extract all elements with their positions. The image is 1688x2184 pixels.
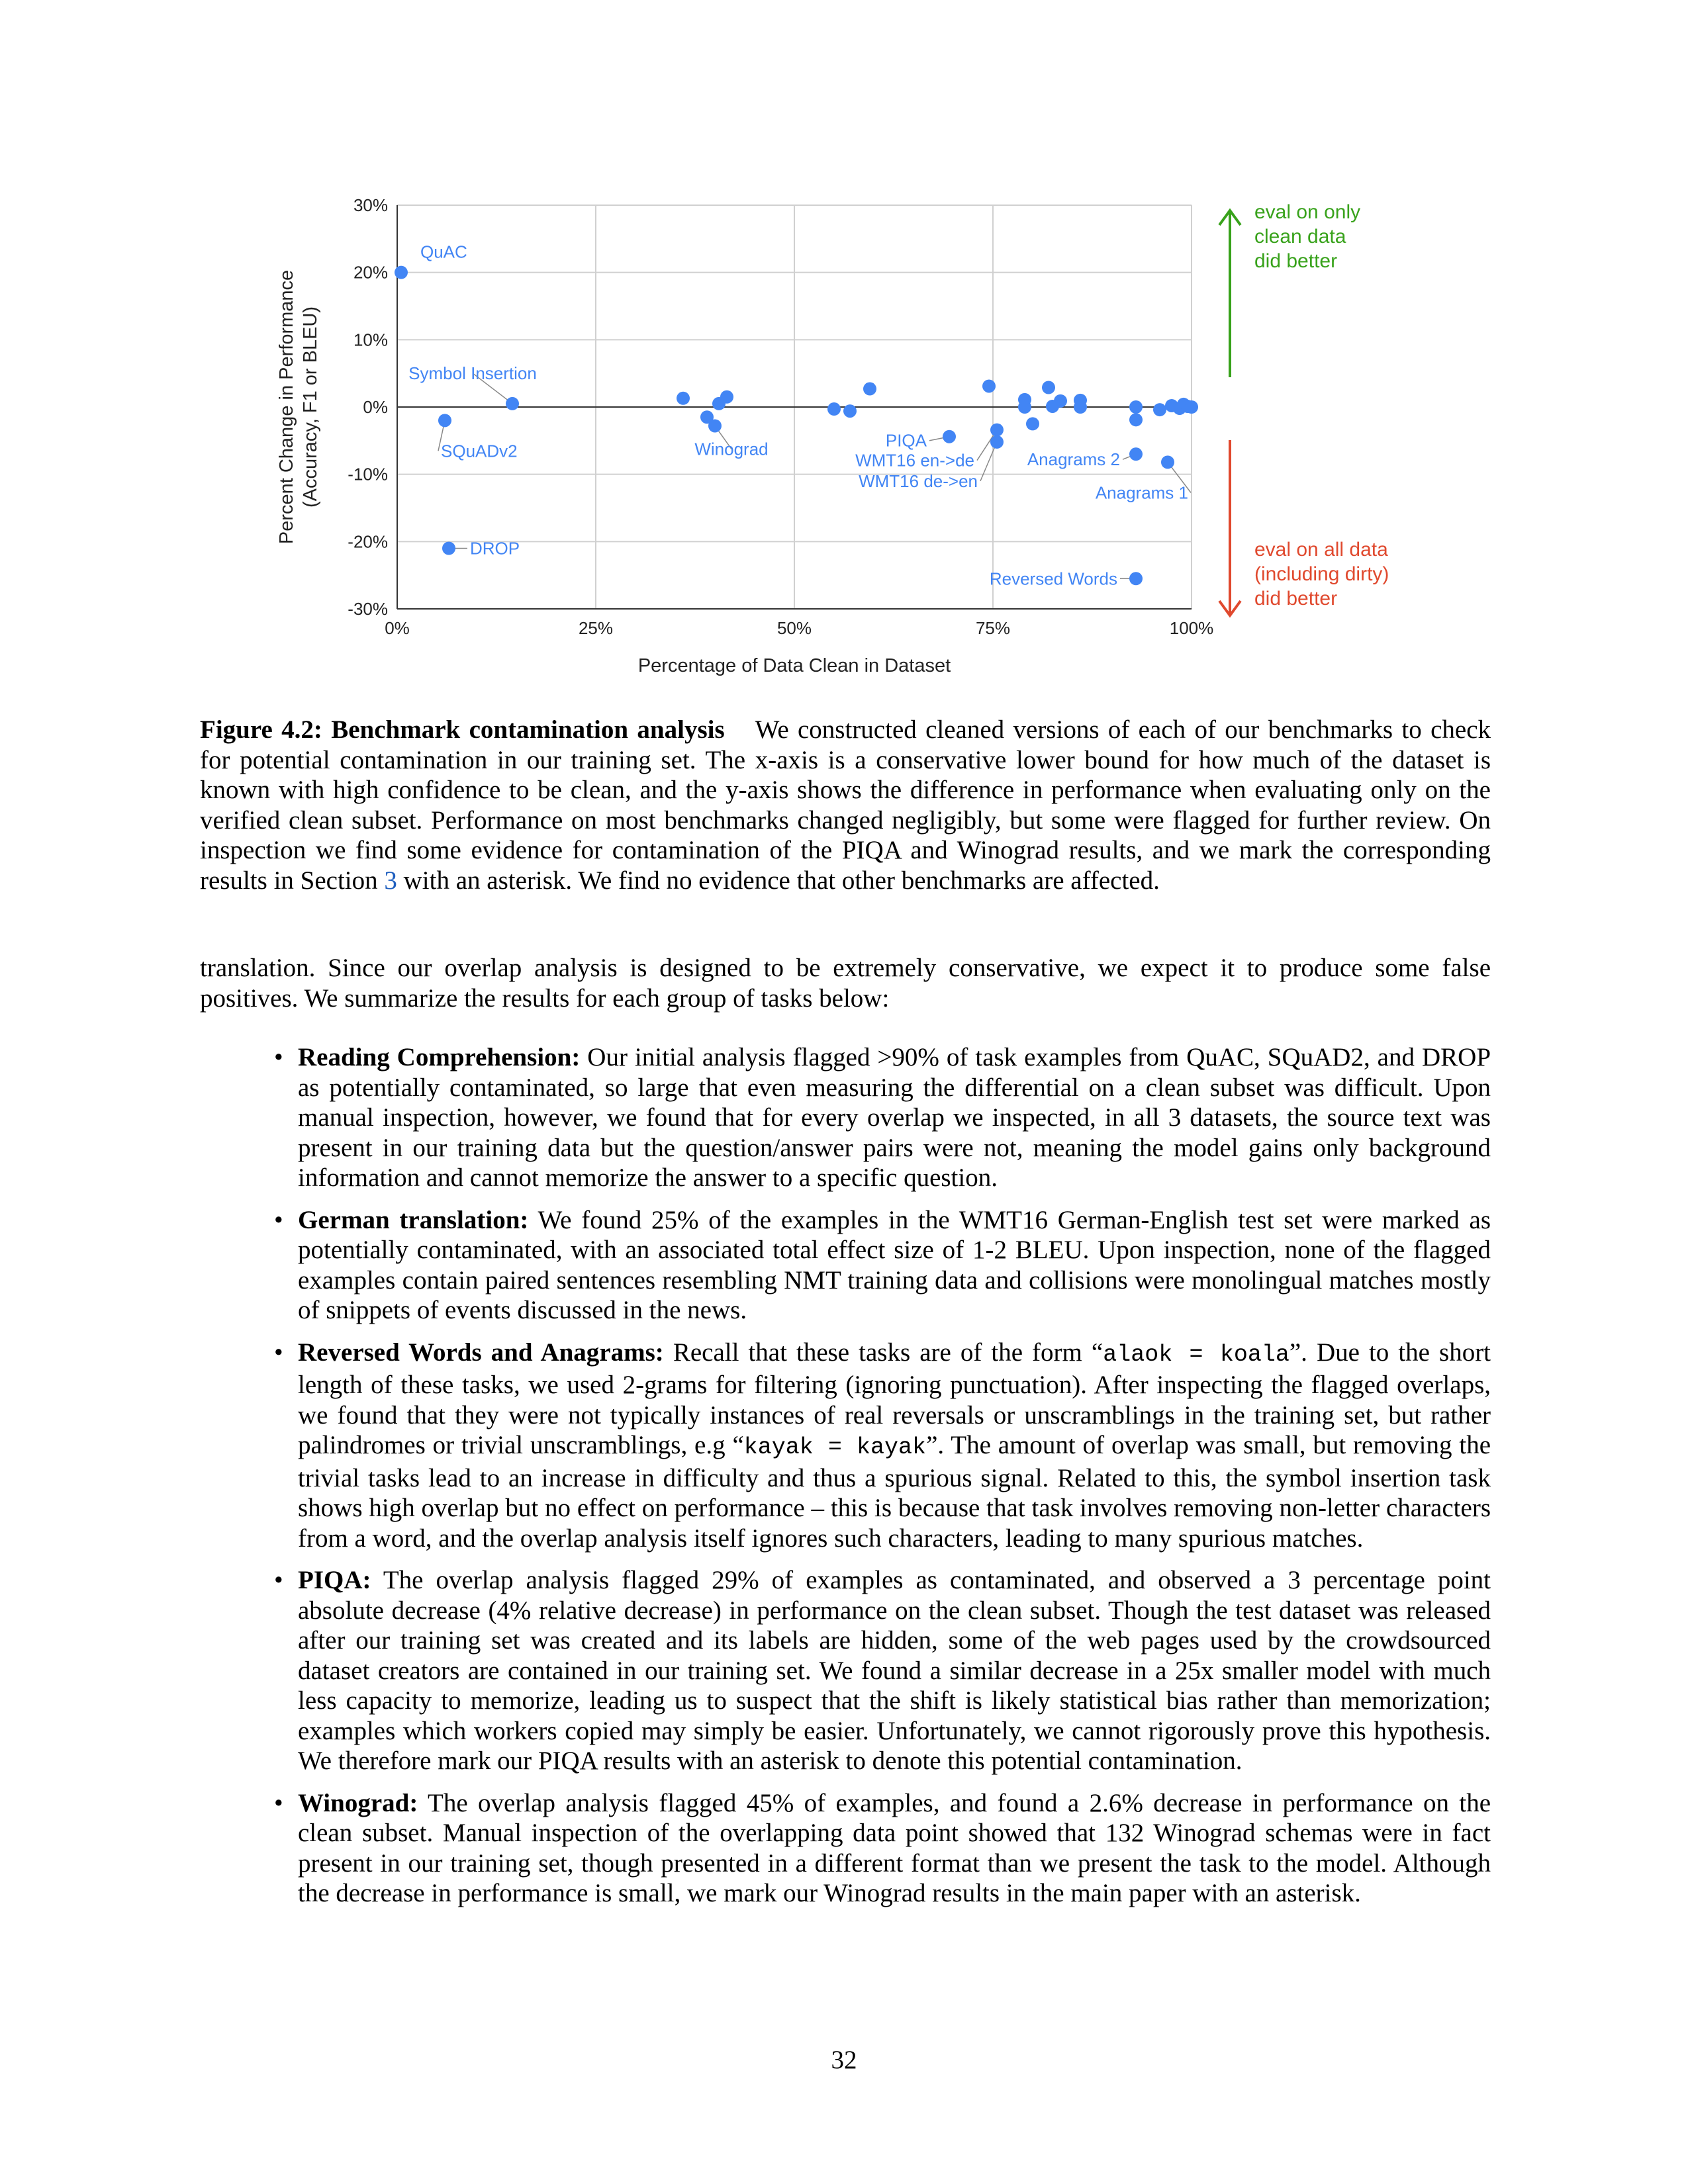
y-axis-title: Percent Change in Performance — [276, 269, 297, 545]
list-item-text: Our initial analysis flagged >90% of task examples from QuAC, SQuAD2, and DROP as potentially contaminated, so large that even measuring the differential on a clean subset was difficult. Upon manual inspection, however, we found that for every overlap we inspected, in all 3 datasets, the source text was present in our training data but the question/answer pairs were not, meaning the model gains only background information and cannot memorize the answer to a specific question. — [298, 1043, 1491, 1192]
data-point — [1074, 400, 1087, 414]
x-tick-label: 75% — [975, 618, 1011, 638]
point-label: Reversed Words — [989, 569, 1117, 589]
bullet-marker: • — [274, 1338, 283, 1367]
page-number: 32 — [831, 2046, 857, 2074]
point-label: PIQA — [885, 430, 927, 451]
caption-text-end: with an asterisk. We find no evidence that other benchmarks are affected. — [397, 866, 1160, 895]
x-tick-label: 100% — [1169, 618, 1214, 638]
list-item-title: PIQA: — [298, 1566, 371, 1594]
x-tick-label: 25% — [578, 618, 614, 638]
chart-axes — [276, 195, 1213, 676]
intro-paragraph: translation. Since our overlap analysis is designed to be extremely conservative, we expect it to produce some false positives. We summarize the results for each group of tasks below: — [200, 954, 1491, 1013]
list-item — [200, 1788, 1491, 1909]
figure-title: Benchmark contamination analysis — [331, 715, 725, 744]
list-item-title: German translation: — [298, 1205, 529, 1234]
data-point — [843, 404, 857, 418]
y-tick-label: -10% — [348, 464, 388, 484]
annotation-clean-better: clean data — [1254, 226, 1346, 248]
data-point — [720, 390, 733, 404]
bullet-marker: • — [274, 1205, 283, 1234]
list-item — [200, 1565, 1491, 1776]
data-point — [1129, 413, 1143, 426]
annotation-dirty-better: eval on all data — [1254, 539, 1388, 561]
y-tick-label: 10% — [353, 330, 388, 350]
list-item — [200, 1205, 1491, 1326]
data-point — [982, 379, 996, 392]
data-point — [827, 402, 841, 416]
y-tick-label: 0% — [363, 397, 388, 417]
data-point — [990, 435, 1004, 449]
list-item-text: The overlap analysis flagged 45% of examples, and found a 2.6% decrease in performance on the clean subset. Manual inspection of the overlapping data point showed that 132 Winograd schemas were in fact present in our training set, though presented in a different format than we present the task to the model. Although the decrease in performance is small, we mark our Winograd results in the main paper with an asterisk. — [298, 1788, 1491, 1907]
bullet-marker: • — [274, 1788, 283, 1817]
bullet-marker: • — [274, 1043, 283, 1071]
x-axis-title: Percentage of Data Clean in Dataset — [637, 655, 951, 676]
contamination-scatter-chart — [265, 185, 1456, 695]
chart-points — [395, 266, 1198, 589]
y-axis-title: (Accuracy, F1 or BLEU) — [300, 306, 321, 508]
data-point — [442, 542, 455, 555]
list-item-text: ”. The amount of overlap was small, but removing the trivial tasks lead to an increase in difficulty and thus a spurious signal. Related to this, the symbol insertion task shows high overlap but no effect on performance – this is because that task involves removing non-letter characters from a word, and the overlap analysis itself ignores such characters, leading to many spurious matches. — [298, 1431, 1491, 1553]
data-point — [677, 392, 690, 405]
point-label: Symbol Insertion — [408, 363, 537, 383]
data-point — [708, 419, 722, 432]
point-label: Anagrams 2 — [1027, 449, 1120, 470]
data-point — [1161, 455, 1174, 469]
y-tick-label: 30% — [353, 195, 388, 215]
point-label: WMT16 de->en — [859, 471, 978, 491]
data-point — [1042, 381, 1055, 394]
figure-label: Figure 4.2: — [200, 715, 322, 744]
figure-caption — [200, 715, 1491, 895]
annotation-clean-better: did better — [1254, 250, 1338, 272]
list-item-title: Reversed Words and Anagrams: — [298, 1338, 664, 1367]
point-label: WMT16 en->de — [855, 450, 974, 471]
point-label: QuAC — [420, 242, 467, 262]
list-item-text: Recall that these tasks are of the form “ — [673, 1338, 1103, 1367]
data-point — [1153, 403, 1166, 416]
list-item-title: Winograd: — [298, 1788, 418, 1817]
data-point — [1054, 394, 1067, 408]
point-label: SQuADv2 — [441, 441, 518, 461]
data-point — [1129, 400, 1143, 414]
code-example: kayak = kayak — [743, 1434, 927, 1461]
list-item-text: We found 25% of the examples in the WMT16 German-English test set were marked as potentially contaminated, with an associated total effect size of 1-2 BLEU. Upon inspection, none of the flagged examples contain paired sentences resembling NMT training data and collisions were monolingual matches mostly of snippets of events discussed in the news. — [298, 1205, 1491, 1324]
y-tick-label: -30% — [348, 599, 388, 619]
bullet-marker: • — [274, 1566, 283, 1594]
x-tick-label: 0% — [385, 618, 410, 638]
chart-annotations — [1219, 201, 1389, 615]
data-point — [506, 397, 519, 410]
caption-text: We constructed cleaned versions of each of our benchmarks to check for potential contamination in our training set. The x-axis is a conservative lower bound for how much of the dataset is known with high confidence to be clean, and the y-axis shows the difference in performance when evaluating only on the verified clean subset. Performance on most benchmarks changed negligibly, but some were flagged for further review. On inspection we find some evidence for contamination of the PIQA and Winograd results, and we mark the corresponding results in Section — [200, 715, 1491, 895]
point-label: Winograd — [694, 439, 769, 459]
task-results-list — [200, 1042, 1491, 1921]
annotation-dirty-better: (including dirty) — [1254, 563, 1389, 585]
list-item — [200, 1338, 1491, 1554]
list-item-title: Reading Comprehension: — [298, 1043, 581, 1071]
annotation-clean-better: eval on only — [1254, 201, 1361, 223]
code-example: alaok = koala — [1103, 1341, 1289, 1368]
annotation-dirty-better: did better — [1254, 588, 1338, 610]
data-point — [438, 414, 451, 427]
point-label: DROP — [470, 538, 520, 559]
section-reference-link[interactable]: 3 — [384, 866, 397, 895]
point-label: Anagrams 1 — [1095, 482, 1188, 503]
data-point — [990, 424, 1004, 437]
data-point — [1018, 400, 1031, 414]
list-item-text: ”. Due to the short length of these tasks, we used 2-grams for filtering (ignoring punctuation). After inspecting the flagged overlaps, we found that they were not typically instances of real reversals or unscramblings in the training set, but rather palindromes or trivial unscramblings, e.g “ — [298, 1338, 1491, 1459]
y-tick-label: 20% — [353, 262, 388, 283]
point-labels — [408, 242, 1188, 589]
data-point — [1185, 400, 1198, 414]
data-point — [395, 266, 408, 279]
y-tick-label: -20% — [348, 531, 388, 552]
data-point — [1026, 417, 1039, 430]
list-item — [200, 1042, 1491, 1193]
data-point — [863, 383, 876, 396]
data-point — [1129, 447, 1143, 461]
data-point — [943, 430, 956, 443]
list-item-text: The overlap analysis flagged 29% of examples as contaminated, and observed a 3 percentage point absolute decrease (4% relative decrease) in performance on the clean subset. Though the test dataset was released after our training set was created and its labels are hidden, some of the web pages used by the crowdsourced dataset creators are contained in our training set. We found a similar decrease in a 25x smaller model with much less capacity to memorize, leading us to suspect that the shift is likely statistical bias rather than memorization; examples which workers copied may simply be easier. Unfortunately, we cannot rigorously prove this hypothesis. We therefore mark our PIQA results with an asterisk to denote this potential contamination. — [298, 1566, 1491, 1775]
data-point — [1129, 572, 1143, 585]
x-tick-label: 50% — [776, 618, 812, 638]
